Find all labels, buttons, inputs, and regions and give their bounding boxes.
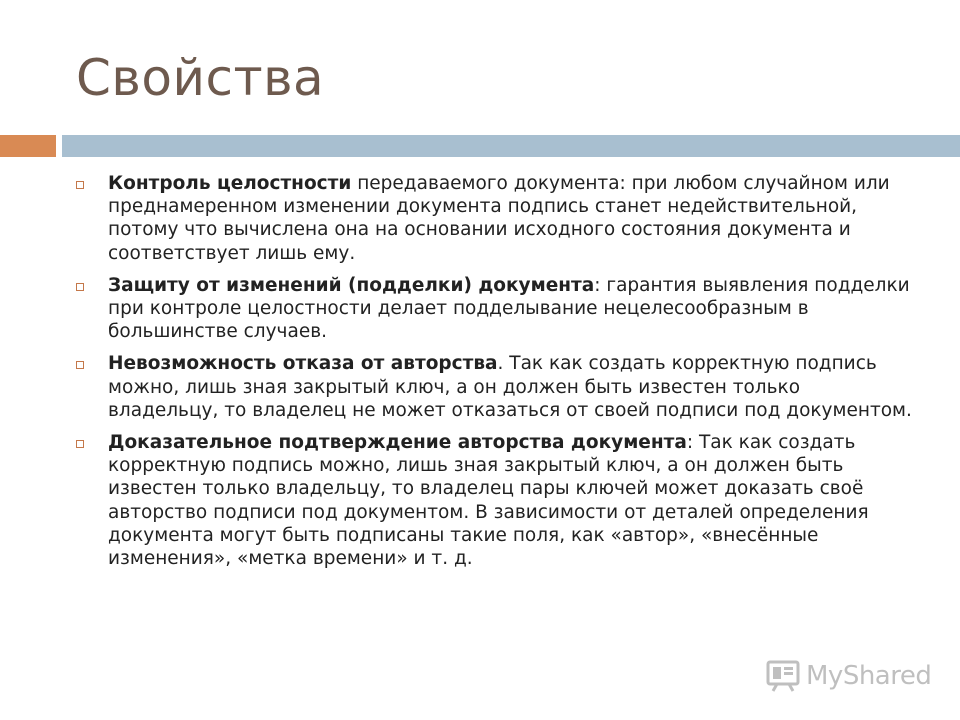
bullet-text: . Так как создать корректную подпись можно, лишь зная закрытый ключ, а он должен быть известен только владельцу, то владелец не может отказаться от своей подписи под документом. — [108, 353, 912, 421]
bullet-item — [76, 274, 916, 344]
bullet-item — [76, 172, 916, 265]
bullet-text: передаваемого документа: при любом случайном или преднамеренном изменении документа подпись станет недействительной, потому что вычислена она на основании исходного состояния документа и соответствует лишь ему. — [108, 173, 890, 264]
watermark-text: MyShared — [806, 661, 932, 691]
slide-title: Свойства — [76, 49, 325, 107]
bullet-list — [76, 172, 916, 579]
accent-bar-orange — [0, 135, 56, 157]
bullet-bold-text: Контроль целостности — [108, 173, 352, 194]
square-bullet-icon — [76, 361, 84, 369]
bullet-text: : Так как создать корректную подпись можно, лишь зная закрытый ключ, а он должен быть известен только владельцу, то владелец пары ключей может доказать своё авторство подписи под документом. В зависимости от деталей определения документа могут быть подписаны такие поля, как «автор», «внесённые изменения», «метка времени» и т. д. — [108, 432, 869, 570]
bullet-text: : гарантия выявления подделки при контроле целостности делает подделывание нецелесообразным в большинстве случаев. — [108, 274, 910, 343]
bullet-bold-text: Невозможность отказа от авторства — [108, 353, 498, 375]
watermark-logo — [766, 656, 931, 696]
square-bullet-icon — [76, 440, 84, 448]
presentation-board-icon — [766, 659, 800, 693]
bullet-item — [76, 352, 916, 422]
bullet-bold-text: Защиту от изменений (подделки) документа — [108, 274, 595, 296]
bullet-item — [76, 431, 916, 570]
bullet-bold-text: Доказательное подтверждение авторства документа — [108, 432, 687, 454]
accent-bar-blue — [62, 135, 960, 157]
square-bullet-icon — [76, 283, 84, 291]
square-bullet-icon — [76, 181, 84, 189]
